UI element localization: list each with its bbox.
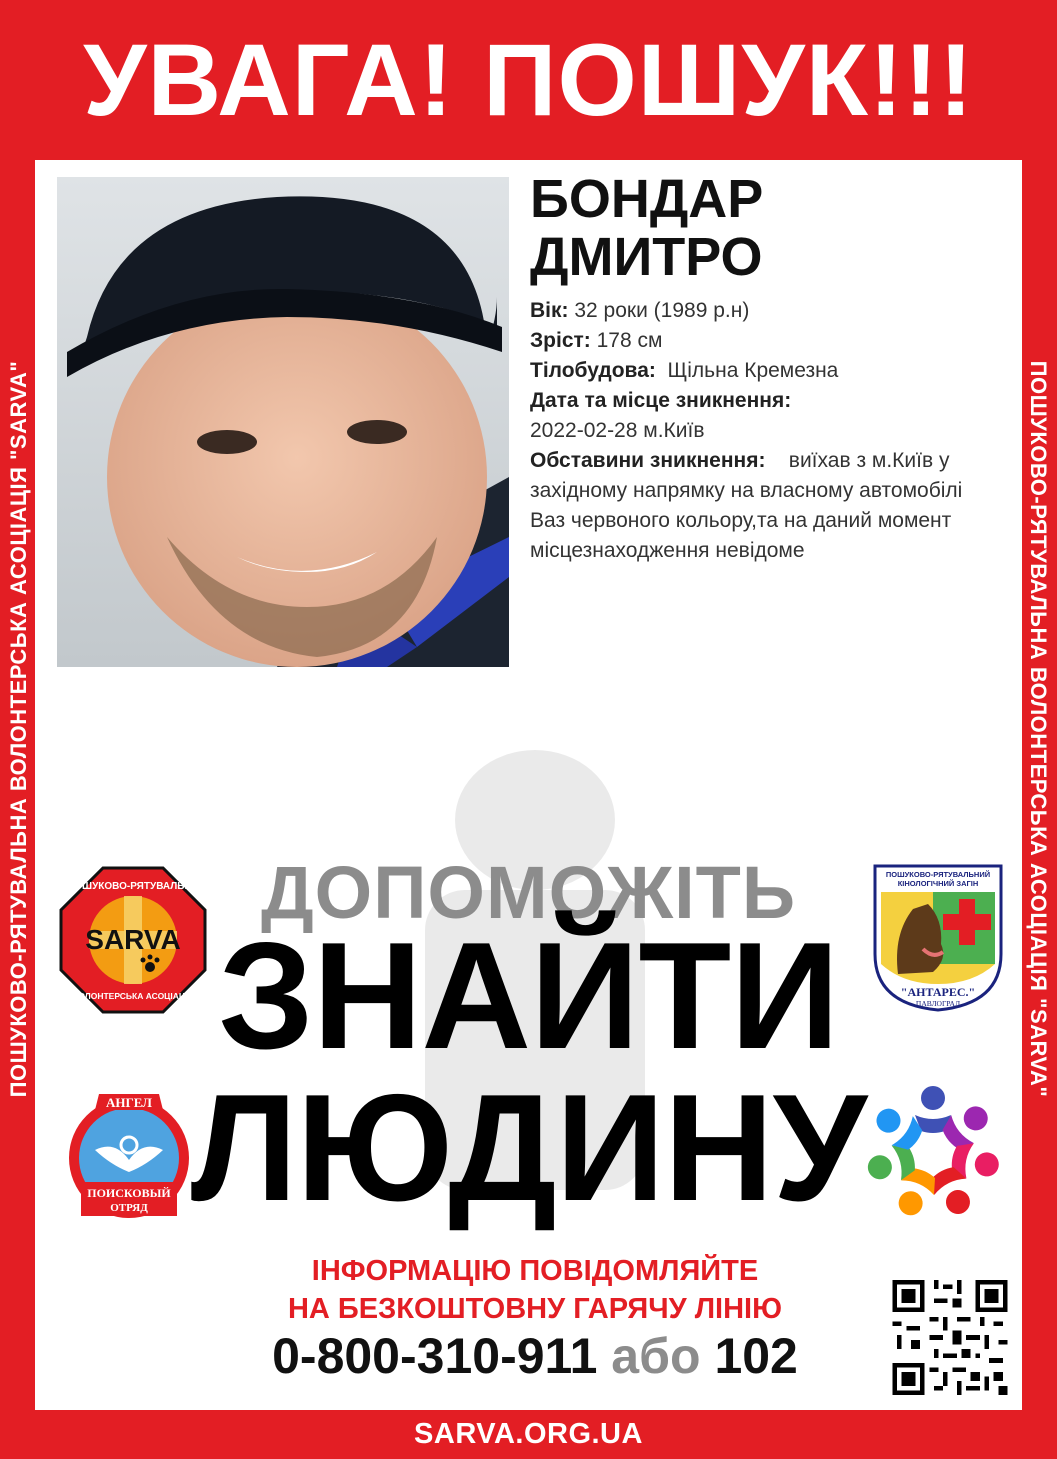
disappearance-label-row bbox=[530, 386, 1000, 416]
header bbox=[0, 0, 1057, 160]
footer bbox=[0, 1410, 1057, 1459]
hotline-phone: 0-800-310-911 bbox=[272, 1328, 598, 1384]
disappearance-label: Дата та місце зникнення: bbox=[530, 389, 792, 412]
sarva-logo-top-text: ПОШУКОВО-РЯТУВАЛЬНА bbox=[67, 881, 199, 892]
age-value: 32 роки (1989 р.н) bbox=[574, 299, 750, 322]
sarva-logo-center-text: SARVA bbox=[85, 924, 181, 955]
antares-logo bbox=[873, 864, 1003, 1012]
person-info bbox=[530, 170, 1000, 566]
circumstances-label: Обставини зникнення: bbox=[530, 449, 766, 472]
person-surname: БОНДАР bbox=[530, 169, 764, 229]
age-row bbox=[530, 296, 1000, 326]
phone-row bbox=[185, 1327, 885, 1385]
height-value: 178 см bbox=[596, 329, 663, 352]
hotline-line-2: НА БЕЗКОШТОВНУ ГАРЯЧУ ЛІНІЮ bbox=[287, 1293, 783, 1325]
or-word: або bbox=[611, 1328, 701, 1384]
angel-logo bbox=[55, 1090, 203, 1220]
cta-find: ЗНАЙТИ bbox=[218, 911, 839, 1081]
sarva-logo bbox=[58, 865, 208, 1015]
footer-url[interactable]: SARVA.ORG.UA bbox=[414, 1418, 643, 1450]
person-name bbox=[530, 170, 1000, 286]
antares-city: ПАВЛОГРАД bbox=[915, 999, 961, 1008]
build-value: Щільна Кремезна bbox=[667, 359, 839, 382]
person-portrait-illustration bbox=[57, 177, 509, 667]
side-text-left: ПОШУКОВО-РЯТУВАЛЬНА ВОЛОНТЕРСЬКА АСОЦІАЦІЯ "SARVA" bbox=[6, 360, 31, 1098]
circumstances-value: виїхав з м.Київ у західному напрямку на власному автомобілі Ваз червоного кольору,та на даний момент місцезнаходження невідоме bbox=[530, 449, 963, 562]
disappearance-value: 2022-02-28 м.Київ bbox=[530, 419, 705, 442]
content-panel bbox=[35, 160, 1022, 1410]
cta-help: ДОПОМОЖІТЬ bbox=[260, 851, 797, 934]
paw-icon bbox=[145, 962, 155, 972]
build-label: Тілобудова: bbox=[530, 359, 656, 382]
circumstances bbox=[530, 446, 1000, 566]
age-label: Вік: bbox=[530, 299, 569, 322]
emergency-number: 102 bbox=[714, 1328, 798, 1384]
sarva-logo-bottom-text: ВОЛОНТЕРСЬКА АСОЦІАЦІЯ bbox=[72, 991, 194, 1001]
community-ring-logo bbox=[858, 1078, 1008, 1228]
angel-top-text: АНГЕЛ bbox=[106, 1095, 152, 1110]
antares-name: "АНТАРЕС." bbox=[900, 985, 976, 999]
antares-top-text-2: КІНОЛОГІЧНИЙ ЗАГІН bbox=[897, 879, 979, 888]
height-row bbox=[530, 326, 1000, 356]
person-given-name: ДМИТРО bbox=[530, 227, 763, 287]
angel-bottom-text-2: ОТРЯД bbox=[110, 1202, 148, 1214]
missing-person-photo bbox=[57, 177, 509, 667]
build-row bbox=[530, 356, 1000, 386]
angel-bottom-text-1: ПОИСКОВЫЙ bbox=[87, 1186, 171, 1200]
qr-code[interactable] bbox=[890, 1280, 1010, 1395]
cta-person: ЛЮДИНУ bbox=[190, 1063, 867, 1233]
poster-title: УВАГА! ПОШУК!!! bbox=[83, 23, 974, 137]
side-text-right: ПОШУКОВО-РЯТУВАЛЬНА ВОЛОНТЕРСЬКА АСОЦІАЦІЯ "SARVA" bbox=[1026, 360, 1051, 1098]
hotline-line-1: ІНФОРМАЦІЮ ПОВІДОМЛЯЙТЕ bbox=[311, 1255, 759, 1287]
antares-top-text: ПОШУКОВО-РЯТУВАЛЬНИЙ bbox=[885, 870, 991, 879]
height-label: Зріст: bbox=[530, 329, 591, 352]
